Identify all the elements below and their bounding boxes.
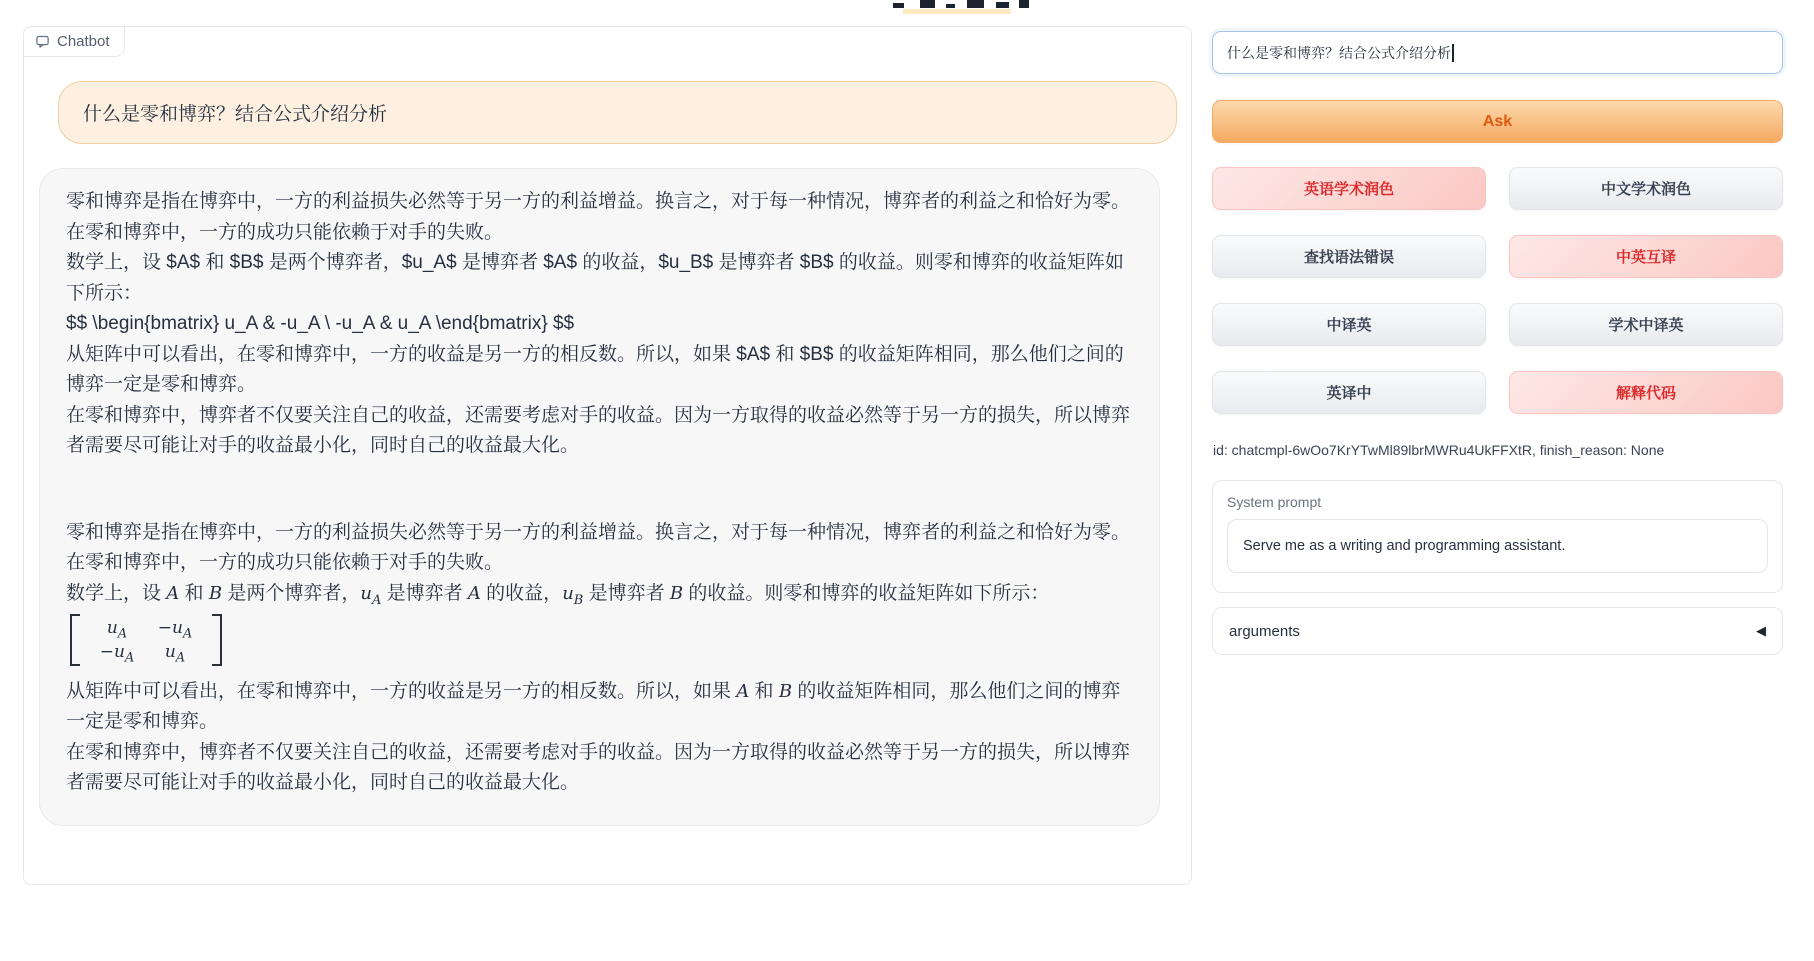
- system-prompt-label: System prompt: [1227, 494, 1322, 510]
- question-input[interactable]: [1212, 31, 1783, 74]
- math-var: A: [467, 582, 481, 604]
- btn-en-to-zh[interactable]: 英译中: [1212, 371, 1486, 414]
- payoff-matrix: [70, 614, 222, 666]
- bot-paragraph-rendered-4: 在零和博弈中，博弈者不仅要关注自己的收益，还需要考虑对手的收益。因为一方取得的收益必然等于另一方的损失，所以博弈者需要尽可能让对手的收益最小化，同时自己的收益最大化。: [66, 741, 1131, 793]
- btn-english-academic-polish[interactable]: 英语学术润色: [1212, 167, 1486, 210]
- btn-zh-en-mutual-translate[interactable]: 中英互译: [1509, 235, 1783, 278]
- arguments-accordion[interactable]: [1212, 607, 1783, 655]
- page-title-clipped: [893, 0, 1043, 15]
- bot-paragraph-raw-2: 数学上，设 $A$ 和 $B$ 是两个博弈者，$u_A$ 是博弈者 $A$ 的收益，$u_B$ 是博弈者 $B$ 的收益。则零和博弈的收益矩阵如下所示：: [66, 252, 1124, 304]
- chatbot-label-tab: [24, 27, 125, 57]
- btn-chinese-academic-polish[interactable]: 中文学术润色: [1509, 167, 1783, 210]
- math-var: u: [360, 582, 372, 604]
- math-var: B: [778, 680, 793, 702]
- matrix-cell: $-u_A$: [99, 642, 135, 666]
- bot-paragraph-rendered-2: 数学上，设 A 和 B 是两个博弈者，$u_A$ 是博弈者 A 的收益，$u_B$ 是博弈者 B 的收益。则零和博弈的收益矩阵如下所示：: [66, 582, 1050, 608]
- btn-zh-to-en[interactable]: 中译英: [1212, 303, 1486, 346]
- chatbot-label: Chatbot: [57, 33, 110, 50]
- btn-find-grammar-errors[interactable]: 查找语法错误: [1212, 235, 1486, 278]
- math-var: u: [562, 582, 574, 604]
- system-prompt-group: [1212, 480, 1783, 593]
- matrix-bracket-left: [70, 614, 80, 666]
- action-button-grid: [1212, 167, 1783, 414]
- bot-paragraph-raw-1: 零和博弈是指在博弈中，一方的利益损失必然等于另一方的利益增益。换言之，对于每一种情况，博弈者的利益之和恰好为零。在零和博弈中，一方的成功只能依赖于对手的失败。: [66, 191, 1131, 243]
- question-input-value: 什么是零和博弈？结合公式介绍分析: [1227, 44, 1451, 61]
- math-var: A: [736, 680, 750, 702]
- title-highlight: [903, 9, 1011, 14]
- bot-paragraph-raw-3: 从矩阵中可以看出，在零和博弈中，一方的收益是另一方的相反数。所以，如果 $A$ 和 $B$ 的收益矩阵相同，那么他们之间的博弈一定是零和博弈。: [66, 343, 1124, 395]
- chat-bubble-icon: [35, 34, 50, 49]
- paragraph-gap: [66, 462, 1133, 518]
- chatbot-panel[interactable]: [23, 26, 1192, 885]
- bot-formula-raw: $$ \begin{bmatrix} u_A & -u_A \ -u_A & u_A \end{bmatrix} $$: [66, 313, 575, 334]
- matrix-cell: $u_A$: [106, 618, 128, 642]
- matrix-cell: $-u_A$: [157, 618, 193, 642]
- text-cursor: [1452, 44, 1454, 62]
- matrix-bracket-right: [212, 614, 222, 666]
- btn-explain-code[interactable]: 解释代码: [1509, 371, 1783, 414]
- user-message-text: 什么是零和博弈？结合公式介绍分析: [83, 104, 388, 125]
- bot-paragraph-rendered-3: 从矩阵中可以看出，在零和博弈中，一方的收益是另一方的相反数。所以，如果 A 和 B 的收益矩阵相同，那么他们之间的博弈一定是零和博弈。: [66, 680, 1121, 732]
- bot-message-bubble: [39, 168, 1160, 826]
- ask-button[interactable]: Ask: [1212, 100, 1783, 143]
- math-var: B: [208, 582, 223, 604]
- arguments-label: arguments: [1229, 622, 1300, 640]
- accordion-collapsed-arrow-icon: ◀: [1756, 623, 1766, 638]
- math-var: B: [669, 582, 684, 604]
- math-var: A: [166, 582, 180, 604]
- system-prompt-input[interactable]: Serve me as a writing and programming assistant.: [1227, 519, 1768, 573]
- btn-academic-zh-to-en[interactable]: 学术中译英: [1509, 303, 1783, 346]
- user-message-bubble: [58, 81, 1177, 144]
- matrix-cell: $u_A$: [164, 642, 186, 666]
- bot-paragraph-raw-4: 在零和博弈中，博弈者不仅要关注自己的收益，还需要考虑对手的收益。因为一方取得的收益必然等于另一方的损失，所以博弈者需要尽可能让对手的收益最小化，同时自己的收益最大化。: [66, 404, 1131, 456]
- status-text: id: chatcmpl-6wOo7KrYTwMl89lbrMWRu4UkFFXtR, finish_reason: None: [1213, 442, 1665, 458]
- bot-paragraph-rendered-1: 零和博弈是指在博弈中，一方的利益损失必然等于另一方的利益增益。换言之，对于每一种情况，博弈者的利益之和恰好为零。在零和博弈中，一方的成功只能依赖于对手的失败。: [66, 521, 1131, 573]
